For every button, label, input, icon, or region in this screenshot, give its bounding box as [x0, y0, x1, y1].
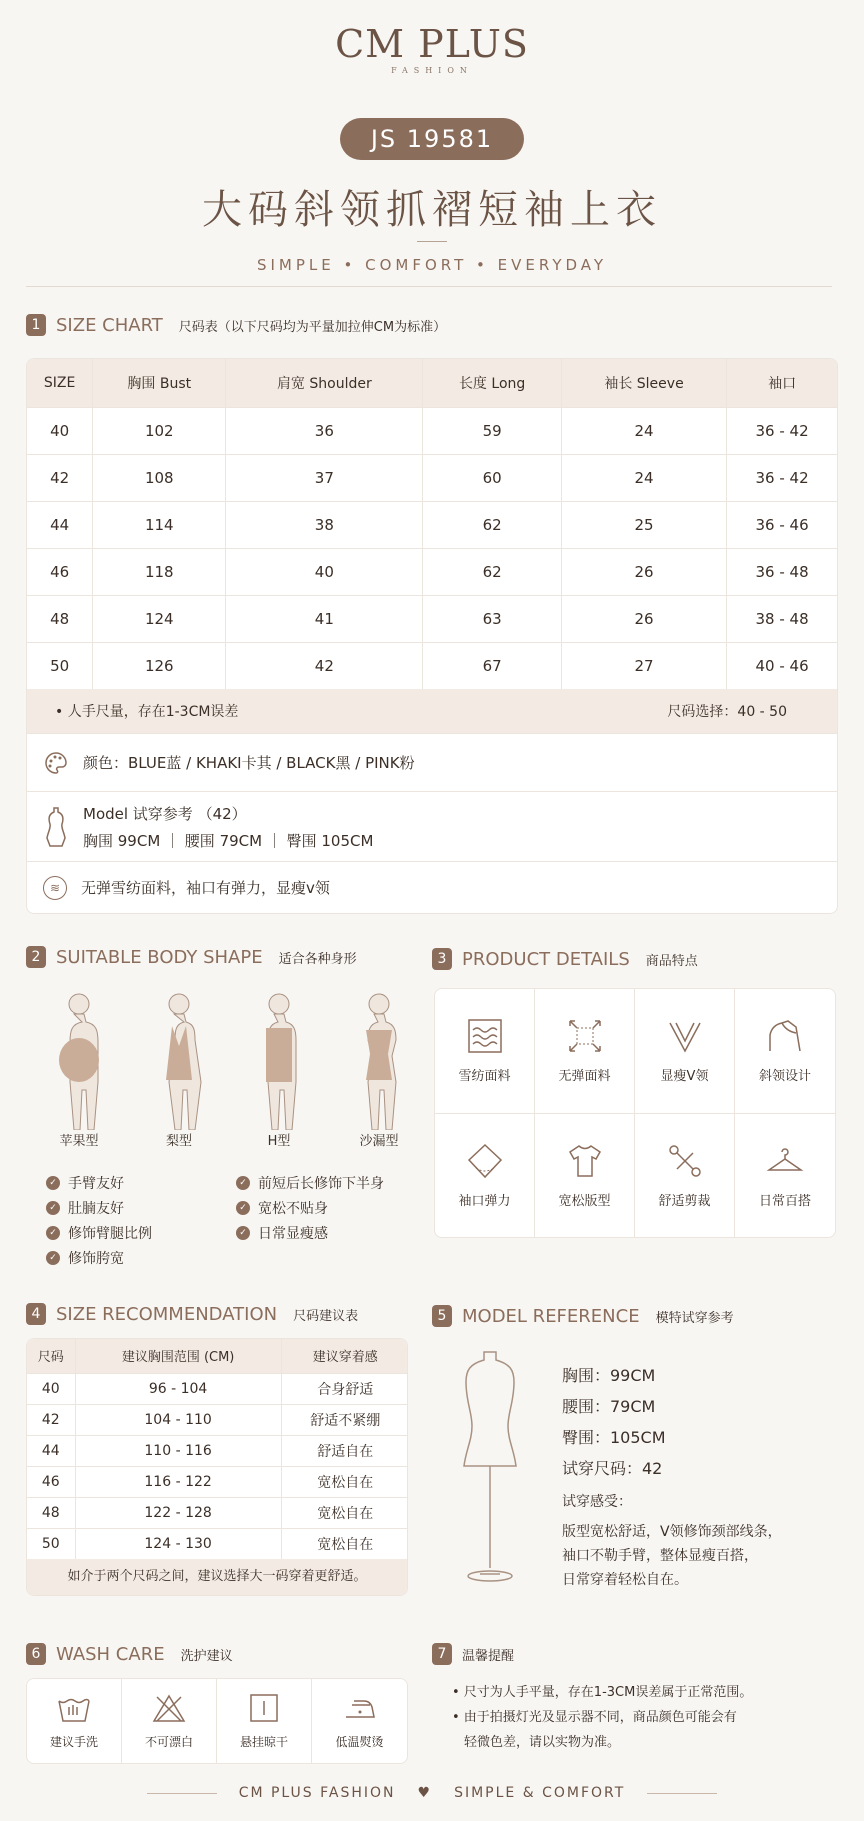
- table-cell: 合身舒适: [281, 1373, 408, 1404]
- table-cell: 24: [561, 454, 726, 501]
- check-icon: ✓: [46, 1226, 60, 1240]
- product-details-grid: [434, 988, 836, 1238]
- section-title-en: SIZE RECOMMENDATION: [56, 1303, 278, 1325]
- table-cell: 26: [561, 548, 726, 595]
- collar-icon: [766, 1017, 804, 1055]
- table-cell: 25: [561, 501, 726, 548]
- table-cell: 38: [226, 501, 423, 548]
- table-cell: 60: [423, 454, 562, 501]
- colors-row: [27, 733, 837, 791]
- chiffon-icon: [466, 1017, 504, 1055]
- section-product-details-header: [432, 948, 698, 970]
- footer-slogan: SIMPLE & COMFORT: [454, 1785, 626, 1801]
- section-reminder-header: [432, 1643, 514, 1665]
- section-title-en: MODEL REFERENCE: [462, 1305, 640, 1327]
- table-cell: 42: [27, 1404, 75, 1435]
- model-row: [27, 791, 837, 861]
- section-number: 4: [26, 1303, 46, 1325]
- fabric-text: 无弹雪纺面料，袖口有弹力，显瘦v领: [81, 879, 330, 897]
- hourglass-body-icon: [344, 990, 414, 1130]
- care-low-iron: 低温熨烫: [312, 1679, 407, 1763]
- care-hand-wash: 建议手洗: [27, 1679, 122, 1763]
- benefit-item: ✓ 日常显瘦感: [236, 1220, 384, 1245]
- detail-non-stretch: 无弹面料: [535, 989, 635, 1114]
- benefit-item: ✓ 手臂友好: [46, 1170, 152, 1195]
- table-cell: 舒适自在: [281, 1435, 408, 1466]
- table-cell: 48: [27, 1497, 75, 1528]
- title-divider: [417, 241, 447, 242]
- table-row: [27, 1497, 408, 1528]
- hang-dry-icon: [246, 1693, 282, 1723]
- section-title-cn: 温馨提醒: [462, 1648, 515, 1664]
- section-title-cn: 适合各种身形: [278, 951, 357, 967]
- table-row: [27, 548, 837, 595]
- body-shapes: [44, 990, 414, 1149]
- size-chart-note: [27, 689, 837, 733]
- column-header: 建议穿着感: [281, 1339, 408, 1373]
- tagline: SIMPLE • COMFORT • EVERYDAY: [256, 256, 608, 274]
- pear-body-icon: [144, 990, 214, 1130]
- cuff-icon: [466, 1142, 504, 1180]
- table-cell: 62: [423, 501, 562, 548]
- table-cell: 46: [27, 1466, 75, 1497]
- column-header: 尺码: [27, 1339, 75, 1373]
- table-cell: 40: [27, 1373, 75, 1404]
- v-neck-icon: [666, 1017, 704, 1055]
- model-measurements-list: [562, 1360, 666, 1484]
- section-model-reference-header: [432, 1305, 734, 1327]
- column-header: 袖口: [727, 359, 837, 407]
- section-title-cn: 模特试穿参考: [655, 1310, 734, 1326]
- table-row: [27, 1528, 408, 1559]
- section-number: 7: [432, 1643, 452, 1665]
- table-cell: 舒适不紧绷: [281, 1404, 408, 1435]
- column-header: 胸围 Bust: [93, 359, 226, 407]
- table-cell: 114: [93, 501, 226, 548]
- brand-logo: CM PLUS: [335, 22, 529, 66]
- body-shape-label: 沙漏型: [359, 1134, 399, 1149]
- scissors-icon: [666, 1142, 704, 1180]
- benefits-right: [236, 1170, 384, 1245]
- model-waist: 腰围：79CM: [562, 1397, 656, 1416]
- body-shape-label: H型: [267, 1134, 291, 1149]
- fabric-wave-icon: ≋: [43, 876, 67, 900]
- table-cell: 44: [27, 501, 93, 548]
- care-hang-dry: 悬挂晾干: [217, 1679, 312, 1763]
- detail-loose-fit: 宽松版型: [535, 1114, 635, 1238]
- fit-feedback-line: 袖口不勒手臂，整体显瘦百搭，: [562, 1548, 758, 1564]
- size-range: 尺码选择：40 - 50: [667, 704, 787, 720]
- section-number: 6: [26, 1643, 46, 1665]
- table-cell: 36 - 42: [727, 454, 837, 501]
- table-cell: 46: [27, 548, 93, 595]
- check-icon: ✓: [46, 1201, 60, 1215]
- body-shape-h: [244, 990, 314, 1149]
- check-icon: ✓: [46, 1251, 60, 1265]
- footer-line: [147, 1793, 217, 1794]
- section-size-chart-header: [26, 314, 446, 336]
- table-cell: 38 - 48: [727, 595, 837, 642]
- wash-care-grid: [26, 1678, 408, 1764]
- footer-brand: CM PLUS FASHION: [238, 1785, 396, 1801]
- body-shape-pear: [144, 990, 214, 1149]
- care-no-bleach: 不可漂白: [122, 1679, 217, 1763]
- table-cell: 67: [423, 642, 562, 689]
- table-cell: 48: [27, 595, 93, 642]
- table-cell: 36 - 46: [727, 501, 837, 548]
- table-cell: 26: [561, 595, 726, 642]
- model-try-size: 试穿尺码：42: [562, 1459, 663, 1478]
- body-form-icon: [43, 806, 69, 848]
- apple-body-icon: [44, 990, 114, 1130]
- section-title-cn: 洗护建议: [180, 1648, 233, 1664]
- detail-elastic-cuff: 袖口弹力: [435, 1114, 535, 1238]
- body-shape-apple: [44, 990, 114, 1149]
- benefit-item: ✓ 肚腩友好: [46, 1195, 152, 1220]
- table-cell: 36: [226, 407, 423, 454]
- size-recommendation-table: [27, 1339, 408, 1559]
- benefit-item: ✓ 前短后长修饰下半身: [236, 1170, 384, 1195]
- reminder-text: [452, 1680, 752, 1755]
- table-cell: 40 - 46: [727, 642, 837, 689]
- section-title-cn: 尺码表（以下尺码均为平量加拉伸CM为标准）: [178, 319, 447, 335]
- body-shape-label: 苹果型: [59, 1134, 99, 1149]
- model-bust: 胸围：99CM: [562, 1366, 656, 1385]
- table-cell: 110 - 116: [75, 1435, 281, 1466]
- tshirt-icon: [566, 1142, 604, 1180]
- column-header: 长度 Long: [423, 359, 562, 407]
- arrows-icon: [566, 1017, 604, 1055]
- section-number: 3: [432, 948, 452, 970]
- no-bleach-icon: [151, 1693, 187, 1723]
- table-cell: 102: [93, 407, 226, 454]
- table-cell: 宽松自在: [281, 1466, 408, 1497]
- table-cell: 44: [27, 1435, 75, 1466]
- section-title-cn: 尺码建议表: [293, 1308, 359, 1324]
- detail-v-neck: 显瘦V领: [635, 989, 735, 1114]
- table-cell: 104 - 110: [75, 1404, 281, 1435]
- check-icon: ✓: [236, 1176, 250, 1190]
- benefit-item: ✓ 修饰胯宽: [46, 1245, 152, 1270]
- section-title-en: SUITABLE BODY SHAPE: [56, 946, 263, 968]
- column-header: SIZE: [27, 359, 93, 407]
- hand-wash-icon: [56, 1693, 92, 1723]
- h-body-icon: [244, 990, 314, 1130]
- table-row: [27, 595, 837, 642]
- section-title-en: SIZE CHART: [56, 314, 163, 336]
- table-cell: 124: [93, 595, 226, 642]
- section-number: 1: [26, 314, 46, 336]
- table-row: [27, 642, 837, 689]
- table-cell: 122 - 128: [75, 1497, 281, 1528]
- section-body-shape-header: [26, 946, 357, 968]
- detail-chiffon: 雪纺面料: [435, 989, 535, 1114]
- heart-icon: ♥: [417, 1785, 433, 1801]
- benefits-left: [46, 1170, 152, 1270]
- section-size-recommendation-header: [26, 1303, 358, 1325]
- hanger-icon: [766, 1142, 804, 1180]
- column-header: 袖长 Sleeve: [561, 359, 726, 407]
- table-cell: 108: [93, 454, 226, 501]
- table-cell: 36 - 48: [727, 548, 837, 595]
- fit-feedback-title: 试穿感受：: [562, 1494, 632, 1510]
- size-recommendation-card: [26, 1338, 408, 1596]
- table-cell: 96 - 104: [75, 1373, 281, 1404]
- model-hip: 臀围：105CM: [562, 1428, 666, 1447]
- table-row: [27, 1404, 408, 1435]
- table-cell: 宽松自在: [281, 1528, 408, 1559]
- check-icon: ✓: [236, 1201, 250, 1215]
- table-row: [27, 1466, 408, 1497]
- table-cell: 50: [27, 642, 93, 689]
- model-size: Model 试穿参考 （42）: [83, 804, 247, 823]
- detail-slant-collar: 斜领设计: [735, 989, 835, 1114]
- table-cell: 124 - 130: [75, 1528, 281, 1559]
- measure-note: • 人手尺量，存在1-3CM误差: [55, 704, 239, 720]
- recommendation-note: 如介于两个尺码之间，建议选择大一码穿着更舒适。: [27, 1559, 407, 1595]
- benefit-item: ✓ 修饰臂腿比例: [46, 1220, 152, 1245]
- table-cell: 41: [226, 595, 423, 642]
- section-title-en: PRODUCT DETAILS: [462, 948, 630, 970]
- table-cell: 40: [226, 548, 423, 595]
- table-cell: 62: [423, 548, 562, 595]
- table-row: [27, 1373, 408, 1404]
- iron-icon: [342, 1693, 378, 1723]
- table-cell: 24: [561, 407, 726, 454]
- column-header: 建议胸围范围 (CM): [75, 1339, 281, 1373]
- table-row: [27, 1435, 408, 1466]
- check-icon: ✓: [46, 1176, 60, 1190]
- table-row: [27, 501, 837, 548]
- detail-everyday: 日常百搭: [735, 1114, 835, 1238]
- table-cell: 63: [423, 595, 562, 642]
- header-divider: [26, 286, 832, 287]
- reminder-line: • 尺寸为人手平量，存在1-3CM误差属于正常范围。: [452, 1685, 753, 1700]
- product-title: 大码斜领抓褶短袖上衣: [202, 187, 662, 233]
- table-row: [27, 407, 837, 454]
- section-number: 5: [432, 1305, 452, 1327]
- size-chart-card: [26, 358, 838, 914]
- section-wash-care-header: [26, 1643, 233, 1665]
- table-cell: 27: [561, 642, 726, 689]
- palette-icon: [43, 750, 69, 776]
- benefit-item: ✓ 宽松不贴身: [236, 1195, 384, 1220]
- table-row: [27, 454, 837, 501]
- table-cell: 59: [423, 407, 562, 454]
- fit-feedback-line: 版型宽松舒适，V领修饰颈部线条，: [562, 1524, 782, 1540]
- table-cell: 42: [27, 454, 93, 501]
- detail-tailoring: 舒适剪裁: [635, 1114, 735, 1238]
- mannequin-icon: [450, 1348, 530, 1588]
- colors-text: 颜色：BLUE蓝 / KHAKI卡其 / BLACK黑 / PINK粉: [83, 754, 415, 772]
- table-cell: 118: [93, 548, 226, 595]
- table-cell: 37: [226, 454, 423, 501]
- table-cell: 42: [226, 642, 423, 689]
- table-cell: 36 - 42: [727, 407, 837, 454]
- column-header: 肩宽 Shoulder: [226, 359, 423, 407]
- table-cell: 126: [93, 642, 226, 689]
- table-cell: 116 - 122: [75, 1466, 281, 1497]
- product-code-badge: JS 19581: [340, 118, 524, 160]
- table-cell: 40: [27, 407, 93, 454]
- section-title-cn: 商品特点: [645, 953, 698, 969]
- fit-feedback: [562, 1490, 782, 1592]
- brand-subtitle: FASHION: [391, 66, 473, 75]
- table-cell: 宽松自在: [281, 1497, 408, 1528]
- size-chart-table: [27, 359, 837, 689]
- check-icon: ✓: [236, 1226, 250, 1240]
- reminder-line: 轻微色差，请以实物为准。: [464, 1735, 621, 1750]
- fabric-row: [27, 861, 837, 913]
- fit-feedback-line: 日常穿着轻松自在。: [562, 1572, 688, 1588]
- section-title-en: WASH CARE: [56, 1643, 165, 1665]
- footer-line: [647, 1793, 717, 1794]
- body-shape-hourglass: [344, 990, 414, 1149]
- model-measurements: 胸围 99CM ｜ 腰围 79CM ｜ 臀围 105CM: [83, 831, 374, 850]
- table-cell: 50: [27, 1528, 75, 1559]
- footer: [0, 1785, 864, 1801]
- body-shape-label: 梨型: [165, 1134, 192, 1149]
- reminder-line: • 由于拍摄灯光及显示器不同，商品颜色可能会有: [452, 1710, 737, 1725]
- section-number: 2: [26, 946, 46, 968]
